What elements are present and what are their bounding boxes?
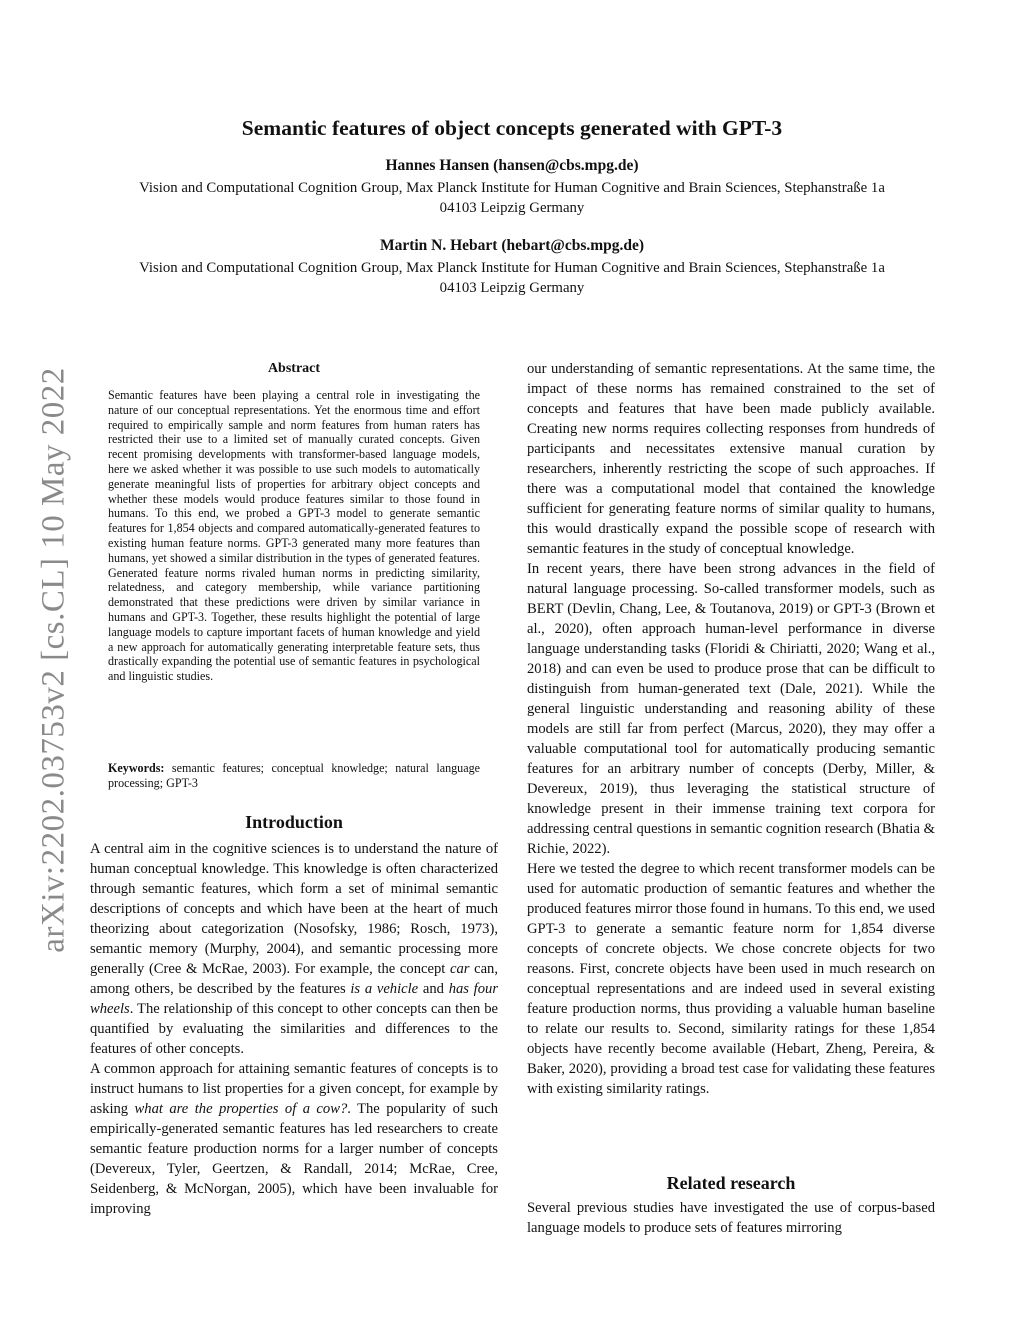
keywords-text: semantic features; conceptual knowledge; natural language processing; GPT-3: [108, 761, 480, 790]
right-column-body: [527, 359, 935, 1099]
related-research-body: [527, 1198, 935, 1238]
intro-paragraph-2: A common approach for attaining semantic features of concepts is to instruct humans to list properties for a given concept, for example by asking what are the properties of a cow?. The popularity of such empirically-generated semantic features has led researchers to create semantic feature production norms for a larger number of concepts (Devereux, Tyler, Geertzen, & Randall, 2014; McRae, Cree, Seidenberg, & McNorgan, 2005), which have been invaluable for improving: [90, 1061, 498, 1217]
author-2-address: 04103 Leipzig Germany: [439, 280, 585, 296]
author-2-affiliation: [60, 258, 964, 298]
author-2-name: Martin N. Hebart (hebart@cbs.mpg.de): [379, 237, 645, 254]
intro-paragraph-3: In recent years, there have been strong advances in the field of natural language processing. So-called transformer models, such as BERT (Devlin, Chang, Lee, & Toutanova, 2019) or GPT-3 (Brown et al., 2020), often approach human-level performance in diverse language understanding tasks (Floridi & Chiriatti, 2020; Wang et al., 2018) and can even be used to produce prose that can be difficult to distinguish from human-generated text (Dale, 2021). While the general linguistic understanding and reasoning ability of these models are still far from perfect (Marcus, 2020), they may offer a valuable computational tool for automatically producing semantic features for an arbitrary number of concepts (Derby, Miller, & Devereux, 2019), thus leveraging the statistical structure of knowledge present in their immense training text corpora for addressing central questions in semantic cognition research (Bhatia & Richie, 2022).: [527, 561, 935, 857]
author-1-affiliation-line: Vision and Computational Cognition Group, Max Planck Institute for Human Cognitive and Brain Sciences, Stephanstraße 1a: [139, 180, 885, 196]
author-1-name: Hannes Hansen (hansen@cbs.mpg.de): [385, 157, 639, 174]
author-1-affiliation: [60, 178, 964, 218]
arxiv-identifier[interactable]: arXiv:2202.03753v2 [cs.CL] 10 May 2022: [35, 367, 72, 953]
left-column-body: [90, 839, 498, 1219]
related-research-heading: Related research: [666, 1173, 796, 1193]
intro-paragraph-4: Here we tested the degree to which recent transformer models can be used for automatic production of semantic features and whether the produced features mirror those found in humans. To this end, we used GPT-3 to generate a semantic feature norm for 1,854 diverse concepts of concrete objects. We chose concrete objects for two reasons. First, concrete objects have been used in much research on conceptual representations and are indeed used in several existing feature production norms, thus providing a valuable human baseline to relate our results to. Second, similarity ratings for these 1,854 objects have recently become available (Hebart, Zheng, Pereira, & Baker, 2020), providing a broad test case for validating these features with existing similarity ratings.: [527, 861, 935, 1097]
author-1-address: 04103 Leipzig Germany: [439, 200, 585, 216]
introduction-heading: Introduction: [245, 812, 343, 832]
intro-paragraph-1: A central aim in the cognitive sciences is to understand the nature of human conceptual knowledge. This knowledge is often characterized through semantic features, which form a set of minimal semantic descriptions of concepts and which have been at the heart of much theorizing about categorization (Nosofsky, 1986; Rosch, 1973), semantic memory (Murphy, 2004), and semantic processing more generally (Cree & McRae, 2003). For example, the concept car can, among others, be described by the features is a vehicle and has four wheels. The relationship of this concept to other concepts can then be quantified by evaluating the similarities and differences to the features of other concepts.: [90, 841, 499, 1057]
keywords: [108, 761, 480, 791]
abstract-heading: Abstract: [267, 361, 321, 376]
keywords-label: Keywords:: [108, 761, 165, 775]
abstract-text: Semantic features have been playing a central role in investigating the nature of our conceptual representations. Yet the enormous time and effort required to empirically sample and norm features from human raters has restricted their use to a limited set of manually curated concepts. Given recent promising developments with transformer-based language models, here we asked whether it was possible to use such models to automatically generate meaningful lists of properties for arbitrary object concepts and whether these models would produce features similar to those found in humans. To this end, we probed a GPT-3 model to generate semantic features for 1,854 objects and compared automatically-generated features to existing human feature norms. GPT-3 generated many more features than humans, yet showed a similar distribution in the types of generated features. Generated feature norms rivaled human norms in predicting similarity, relatedness, and category membership, while variance partitioning demonstrated that these predictions were driven by similar variance in humans and GPT-3. Together, these results highlight the potential of large language models to capture important facets of human knowledge and yield a new approach for automatically generating interpretable feature sets, thus drastically expanding the potential use of semantic features in psychological and linguistic studies.: [108, 388, 480, 684]
paper-title: Semantic features of object concepts generated with GPT-3: [241, 116, 783, 140]
related-paragraph-1: Several previous studies have investigated the use of corpus-based language models to produce sets of features mirroring: [527, 1200, 935, 1236]
intro-paragraph-2-continued: our understanding of semantic representations. At the same time, the impact of these norms has remained constrained to the set of concepts and features that have been made publicly available. Creating new norms requires collecting responses from hundreds of participants and necessitates extensive manual curation by researchers, inherently restricting the scope of such approaches. If there was a computational model that contained the knowledge sufficient for generating feature norms of similar quality to humans, this would drastically expand the possible scope of research with semantic features in the study of conceptual knowledge.: [527, 361, 935, 557]
author-2-affiliation-line: Vision and Computational Cognition Group, Max Planck Institute for Human Cognitive and Brain Sciences, Stephanstraße 1a: [139, 260, 885, 276]
